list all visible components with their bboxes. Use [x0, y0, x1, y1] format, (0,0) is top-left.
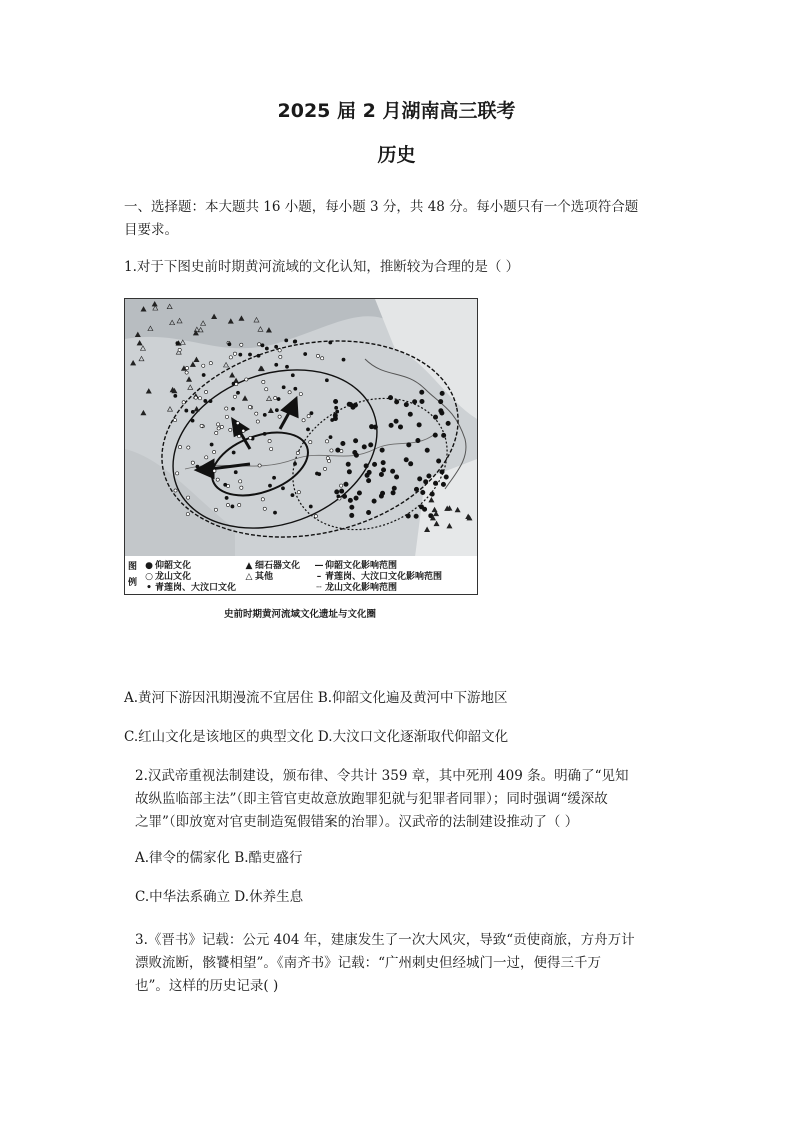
site-marker-dot — [225, 407, 228, 410]
site-marker-dot — [321, 357, 324, 360]
site-marker-dot — [191, 461, 194, 464]
site-marker-dot — [379, 472, 383, 476]
site-marker-dot — [389, 423, 393, 427]
site-marker-dot — [178, 445, 181, 448]
site-marker-dot — [187, 446, 190, 449]
site-marker-dot — [291, 374, 294, 377]
site-marker-dot — [440, 470, 444, 474]
site-marker-dot — [408, 462, 412, 466]
site-marker-dot — [440, 411, 444, 415]
site-marker-dot — [268, 484, 271, 487]
site-marker-dot — [390, 469, 394, 473]
site-marker-dot — [372, 462, 376, 466]
site-marker-dot — [315, 472, 318, 475]
site-marker-dot — [381, 460, 385, 464]
site-marker-dot — [394, 419, 398, 423]
site-marker-dot — [296, 451, 299, 454]
site-marker-dot — [350, 505, 354, 509]
site-marker-dot — [327, 459, 330, 462]
site-marker-dot — [235, 383, 238, 386]
site-marker-dot — [364, 464, 368, 468]
triangle-filled-icon: ▲ — [245, 561, 253, 571]
site-marker-dot — [229, 428, 232, 431]
site-marker-dot — [196, 465, 199, 468]
site-marker-dot — [204, 399, 207, 402]
site-marker-dot — [394, 400, 398, 404]
site-marker-dot — [258, 464, 261, 467]
section-line-1: 一、选择题：本大题共 16 小题，每小题 3 分，共 48 分。每小题只有一个选项符合题 — [124, 199, 639, 215]
site-marker-dot — [275, 363, 278, 366]
site-marker-dot — [191, 419, 194, 422]
site-marker-dot — [262, 380, 265, 383]
question-3-line-1: 3.《晋书》记载：公元 404 年，建康发生了一次大风灾，导致“贡使商旅，方舟万计 — [135, 932, 635, 948]
site-marker-dot — [297, 491, 300, 494]
site-marker-dot — [194, 396, 197, 399]
site-marker-dot — [333, 399, 337, 403]
legend-title: 图例 — [128, 562, 138, 588]
site-marker-dot — [335, 490, 339, 494]
site-marker-dot — [421, 490, 425, 494]
site-marker-dot — [228, 343, 231, 346]
site-marker-dot — [392, 486, 396, 490]
site-marker-dot — [430, 492, 434, 496]
figure-caption: 史前时期黄河流域文化遗址与文化圈 — [223, 609, 376, 620]
site-marker-dot — [423, 480, 427, 484]
site-marker-dot — [404, 402, 408, 406]
site-marker-dot — [304, 352, 307, 355]
legend-dawenkou-range: – 青莲岗、大汶口文化影响范围 — [313, 569, 442, 582]
site-marker-dot — [176, 342, 179, 345]
site-marker-dot — [438, 399, 442, 403]
site-marker-dot — [239, 480, 242, 483]
site-marker-dot — [342, 358, 345, 361]
question-2-stem — [135, 765, 685, 834]
question-1-figure — [124, 298, 478, 630]
site-marker-dot — [185, 409, 188, 412]
site-marker-dot — [414, 514, 418, 518]
site-marker-dot — [427, 474, 431, 478]
site-marker-dot — [234, 471, 237, 474]
site-marker-dot — [275, 409, 278, 412]
site-marker-dot — [220, 425, 223, 428]
section-instructions — [124, 196, 684, 242]
site-marker-dot — [379, 494, 383, 498]
site-marker-dot — [225, 496, 228, 499]
site-marker-dot — [240, 486, 243, 489]
site-marker-dot — [436, 459, 440, 463]
site-marker-dot — [336, 410, 339, 413]
question-1-options-ab: A.黄河下游因汛期漫流不宜居住 B.仰韶文化遍及黄河中下游地区 — [124, 690, 508, 706]
site-marker-dot — [202, 373, 205, 376]
site-marker-dot — [325, 379, 328, 382]
site-marker-dot — [191, 410, 194, 413]
site-marker-dot — [417, 477, 421, 481]
site-marker-dot — [242, 429, 245, 432]
site-marker-dot — [441, 482, 445, 486]
site-marker-dot — [310, 412, 313, 415]
site-marker-dot — [357, 491, 361, 495]
question-1-stem: 1.对于下图史前时期黄河流域的文化认知，推断较为合理的是（ ） — [124, 259, 520, 275]
site-marker-dot — [236, 391, 239, 394]
site-marker-dot — [182, 401, 185, 404]
site-marker-dot — [369, 424, 373, 428]
site-marker-dot — [354, 496, 358, 500]
triangle-open-icon: △ — [245, 572, 253, 582]
site-marker-dot — [346, 462, 350, 466]
dot-open-icon: ○ — [145, 572, 153, 582]
site-marker-dot — [231, 505, 234, 508]
site-marker-dot — [329, 341, 332, 344]
site-marker-dot — [268, 439, 271, 442]
site-marker-dot — [440, 391, 444, 395]
site-marker-dot — [416, 438, 420, 442]
site-marker-dot — [366, 510, 370, 514]
site-marker-dot — [215, 431, 218, 434]
site-marker-dot — [265, 388, 268, 391]
site-marker-dot — [353, 439, 357, 443]
site-marker-dot — [273, 511, 276, 514]
site-marker-dot — [433, 415, 437, 419]
map-graphic — [125, 299, 477, 557]
site-marker-dot — [239, 353, 242, 356]
site-marker-dot — [261, 344, 264, 347]
site-marker-dot — [404, 458, 408, 462]
site-marker-dot — [255, 412, 258, 415]
site-marker-dot — [285, 365, 288, 368]
site-marker-dot — [444, 475, 448, 479]
site-marker-dot — [293, 462, 296, 465]
site-marker-dot — [185, 366, 188, 369]
site-marker-dot — [420, 390, 424, 394]
site-marker-dot — [258, 343, 261, 346]
legend-longshan: ○ 龙山文化 — [143, 569, 191, 582]
site-marker-dot — [369, 443, 373, 447]
site-marker-dot — [367, 470, 371, 474]
site-marker-dot — [323, 467, 326, 470]
legend-yangshao-range: — 仰韶文化影响范围 — [314, 561, 398, 571]
map-legend — [124, 556, 478, 595]
site-marker-dot — [335, 406, 338, 409]
site-marker-dot — [200, 424, 203, 427]
site-marker-dot — [348, 498, 352, 502]
site-marker-dot — [414, 487, 418, 491]
site-marker-dot — [217, 427, 220, 430]
site-marker-dot — [274, 396, 277, 399]
site-marker-dot — [272, 476, 275, 479]
site-marker-dot — [353, 450, 357, 454]
site-marker-dot — [362, 445, 366, 449]
site-marker-dot — [412, 400, 416, 404]
site-marker-dot — [309, 441, 312, 444]
site-marker-dot — [306, 428, 309, 431]
site-marker-dot — [344, 482, 348, 486]
site-marker-dot — [174, 489, 177, 492]
site-marker-dot — [388, 395, 392, 399]
question-2-line-3: 之罪”（即放宽对官吏制造冤假错案的治罪）。汉武帝的法制建设推动了（ ） — [135, 814, 579, 830]
question-2-options-cd: C.中华法系确立 D.休养生息 — [135, 889, 304, 905]
site-marker-dot — [441, 433, 445, 437]
site-marker-dot — [407, 443, 411, 447]
site-marker-dot — [279, 355, 282, 358]
site-marker-dot — [236, 421, 239, 424]
site-marker-dot — [238, 435, 241, 438]
site-marker-dot — [316, 354, 319, 357]
site-marker-dot — [314, 515, 317, 518]
site-marker-dot — [406, 514, 410, 518]
site-marker-dot — [249, 436, 252, 439]
site-marker-dot — [198, 397, 201, 400]
site-marker-dot — [391, 491, 395, 495]
site-marker-dot — [341, 441, 345, 445]
site-marker-dot — [214, 508, 217, 511]
site-marker-dot — [209, 362, 212, 365]
question-2-line-2: 故纵监临部主法”（即主管官吏故意放跑罪犯就与犯罪者同罪）；同时强调“缓深故 — [135, 791, 608, 807]
legend-qinglian-dawenkou: • 青莲岗、大汶口文化 — [143, 580, 236, 593]
dot-bullet-icon: • — [146, 583, 152, 593]
site-marker-dot — [257, 354, 260, 357]
site-marker-dot — [302, 419, 305, 422]
site-marker-dot — [278, 415, 281, 418]
dashed-line-icon: – — [316, 572, 322, 582]
site-marker-dot — [185, 371, 188, 374]
site-marker-dot — [263, 413, 266, 416]
site-marker-dot — [225, 415, 228, 418]
site-marker-dot — [329, 436, 332, 439]
site-marker-dot — [176, 472, 179, 475]
site-marker-dot — [229, 356, 232, 359]
site-marker-dot — [347, 470, 351, 474]
site-marker-dot — [204, 390, 207, 393]
site-marker-dot — [330, 449, 333, 452]
site-marker-dot — [339, 489, 343, 493]
site-marker-dot — [245, 378, 248, 381]
site-marker-dot — [408, 412, 412, 416]
site-marker-dot — [293, 340, 296, 343]
legend-longshan-range: ┄ 龙山文化影响范围 — [313, 580, 397, 593]
site-marker-dot — [380, 448, 384, 452]
legend-other: △ 其他 — [243, 569, 273, 582]
site-marker-dot — [277, 397, 280, 400]
site-marker-dot — [336, 448, 340, 452]
question-2-options-ab: A.律令的儒家化 B.酷吏盛行 — [135, 850, 303, 866]
question-1-options-cd: C.红山文化是该地区的典型文化 D.大汶口文化逐渐取代仰韶文化 — [124, 729, 509, 745]
site-marker-dot — [433, 433, 437, 437]
site-marker-dot — [299, 392, 302, 395]
site-marker-dot — [284, 408, 287, 411]
site-marker-dot — [433, 481, 437, 485]
question-2-line-1: 2.汉武帝重视法制建设，颁布律、令共计 359 章，其中死刑 409 条。明确了“见知 — [135, 768, 629, 784]
site-marker-dot — [186, 512, 189, 515]
site-marker-dot — [281, 487, 284, 490]
site-marker-dot — [285, 339, 288, 342]
site-marker-dot — [187, 496, 190, 499]
site-marker-dot — [425, 448, 429, 452]
site-marker-dot — [340, 484, 343, 487]
site-marker-dot — [307, 415, 310, 418]
site-marker-dot — [238, 503, 241, 506]
site-marker-dot — [342, 494, 346, 498]
site-marker-dot — [248, 405, 251, 408]
dotted-line-icon: ┄ — [316, 583, 322, 593]
section-line-2: 目要求。 — [124, 222, 178, 238]
site-marker-dot — [205, 456, 208, 459]
question-3-line-3: 也”。这样的历史记录( ) — [135, 978, 279, 994]
site-marker-dot — [233, 395, 236, 398]
site-marker-dot — [422, 507, 426, 511]
site-marker-dot — [263, 507, 266, 510]
question-3-stem — [135, 929, 685, 998]
site-marker-dot — [398, 425, 402, 429]
site-marker-dot — [372, 499, 376, 503]
site-marker-dot — [265, 347, 268, 350]
site-marker-dot — [275, 345, 278, 348]
site-marker-dot — [173, 418, 176, 421]
site-marker-dot — [294, 387, 297, 390]
legend-yangshao: ● 仰韶文化 — [143, 558, 191, 571]
site-marker-dot — [417, 423, 421, 427]
site-marker-dot — [226, 503, 229, 506]
site-marker-dot — [288, 391, 291, 394]
site-marker-dot — [366, 478, 370, 482]
site-marker-dot — [224, 483, 227, 486]
subject-title: 历史 — [377, 144, 416, 166]
site-marker-dot — [232, 451, 235, 454]
exam-title: 2025 届 2 月湖南高三联考 — [277, 100, 516, 122]
site-marker-dot — [325, 440, 328, 443]
site-marker-dot — [202, 364, 205, 367]
site-marker-dot — [347, 402, 351, 406]
site-marker-dot — [270, 447, 273, 450]
dot-filled-icon: ● — [145, 561, 153, 571]
site-marker-dot — [446, 421, 450, 425]
site-marker-dot — [333, 416, 337, 420]
site-marker-dot — [291, 494, 294, 497]
solid-line-icon: — — [314, 561, 324, 571]
site-marker-dot — [174, 394, 177, 397]
site-marker-dot — [216, 478, 219, 481]
site-marker-dot — [353, 403, 357, 407]
question-3-line-2: 漂败流断，骸饕相望”。《南齐书》记载：“广州刺史但经城门一过，便得三千万 — [135, 955, 602, 971]
site-marker-dot — [309, 505, 312, 508]
yellow-river-culture-map — [124, 298, 478, 558]
legend-microlith: ▲ 细石器文化 — [243, 558, 300, 571]
site-marker-dot — [278, 349, 281, 352]
site-marker-dot — [420, 399, 424, 403]
site-marker-dot — [263, 432, 266, 435]
site-marker-dot — [248, 353, 251, 356]
site-marker-dot — [178, 348, 181, 351]
site-marker-dot — [350, 513, 354, 517]
site-marker-dot — [261, 498, 264, 501]
site-marker-dot — [381, 468, 385, 472]
site-marker-dot — [213, 469, 216, 472]
site-marker-dot — [233, 352, 236, 355]
site-marker-dot — [209, 400, 212, 403]
site-marker-dot — [394, 475, 398, 479]
site-marker-dot — [212, 450, 215, 453]
site-marker-dot — [240, 343, 243, 346]
site-marker-dot — [231, 407, 234, 410]
site-marker-dot — [217, 423, 220, 426]
site-marker-dot — [282, 386, 285, 389]
site-marker-dot — [210, 443, 213, 446]
site-marker-dot — [256, 420, 259, 423]
site-marker-dot — [337, 495, 340, 498]
